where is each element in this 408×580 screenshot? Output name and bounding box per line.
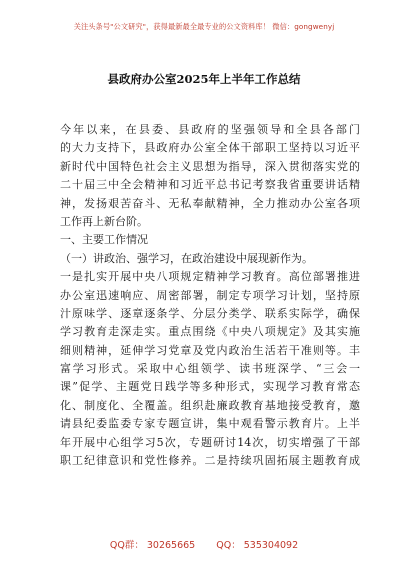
body-line: 工作再上新台阶。 bbox=[60, 214, 148, 228]
body-line: 课”促学、主题党日践学等多种形式，实现学习教育常态 bbox=[60, 380, 360, 394]
body-line: 一是扎实开展中央八项规定精神学习教育。高位部署推进 bbox=[60, 270, 360, 284]
body-line: 今年以来，在县委、县政府的坚强领导和全县各部门 bbox=[60, 123, 360, 136]
body-line: 的大力支持下，县政府办公室全体干部职工坚持以习近平 bbox=[60, 141, 360, 155]
document-title: 县政府办公室2025年上半年工作总结 bbox=[107, 72, 301, 86]
footer-contacts bbox=[0, 537, 408, 551]
body-line: 学习教育走深走实。重点围绕《中央八项规定》及其实施 bbox=[60, 325, 360, 339]
subsection-heading: （一）讲政治、强学习，在政治建设中展现新作为。 bbox=[60, 251, 313, 265]
document-body bbox=[60, 121, 360, 470]
body-line: 化、制度化、全覆盖。组织赴廉政教育基地接受教育，邀 bbox=[60, 398, 360, 412]
body-line: 细则精神，延伸学习党章及党内政治生活若干准则等。丰 bbox=[60, 343, 360, 357]
body-line: 办公室迅速响应、周密部署，制定专项学习计划，坚持原 bbox=[60, 288, 360, 302]
header-banner: 关注头条号"公文研究"，获得最新最全最专业的公文资料库！ 微信：gongwenyj bbox=[73, 22, 335, 31]
body-line: 富学习形式。采取中心组领学、读书班深学、“三会一 bbox=[60, 362, 360, 376]
body-line: 请县纪委监委专家专题宣讲，集中观看警示教育片。上半 bbox=[60, 417, 360, 431]
body-line: 二十届三中全会精神和习近平总书记考察我省重要讲话精 bbox=[60, 178, 360, 192]
section-heading: 一、主要工作情况 bbox=[60, 233, 148, 247]
body-line: 神，发扬艰苦奋斗、无私奉献精神，全力推动办公室各项 bbox=[60, 196, 360, 210]
body-line: 新时代中国特色社会主义思想为指导，深入贯彻落实党的 bbox=[60, 159, 360, 173]
body-line: 汁原味学、逐章逐条学、分层分类学、联系实际学，确保 bbox=[60, 306, 360, 320]
footer-qq: QQ： 535304092 bbox=[216, 540, 299, 551]
footer-qq-group: QQ群： 30265665 bbox=[109, 540, 196, 551]
body-line: 职工纪律意识和党性修养。二是持续巩固拓展主题教育成 bbox=[60, 454, 360, 468]
body-line: 年开展中心组学习5次，专题研讨14次，切实增强了干部 bbox=[60, 435, 360, 449]
